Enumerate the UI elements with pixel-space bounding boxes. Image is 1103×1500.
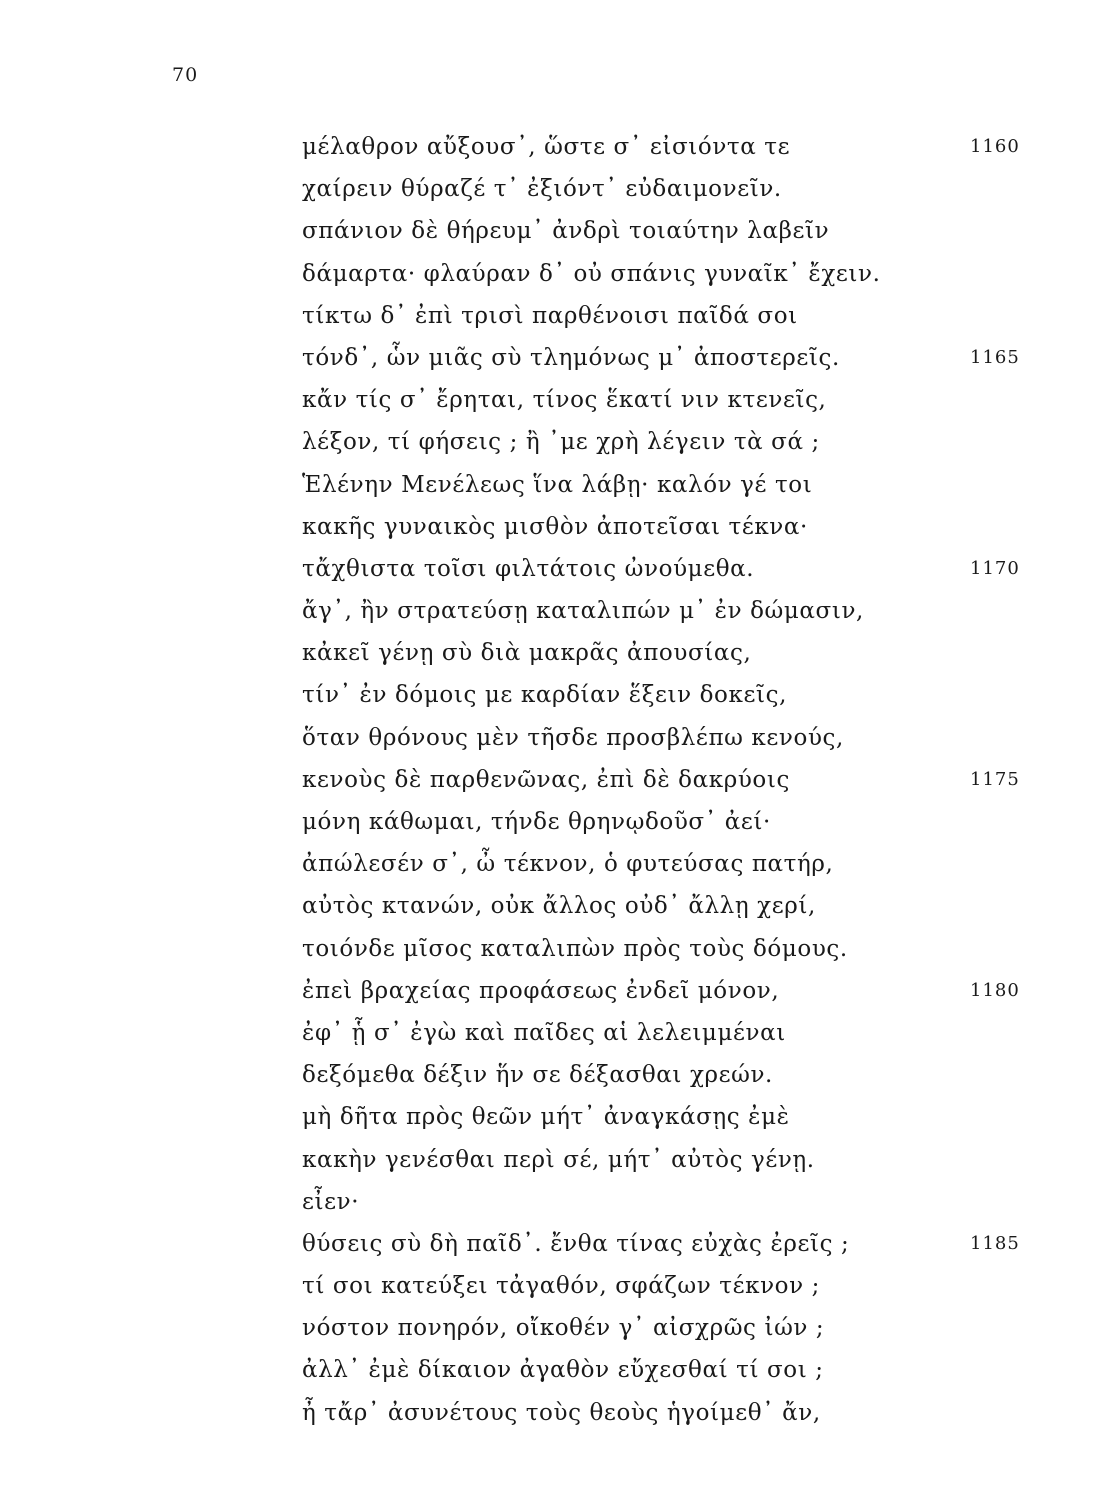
verse-text: ἀλλ᾽ ἐμὲ δίκαιον ἀγαθὸν εὔχεσθαί τί σοι ; <box>302 1357 824 1384</box>
verse-line <box>302 168 1062 210</box>
verse-line <box>302 632 1062 674</box>
verse-line <box>302 1349 1062 1391</box>
verse-line <box>302 885 1062 927</box>
verse-line <box>302 506 1062 548</box>
verse-text: δάμαρτα· φλαύραν δ᾽ οὐ σπάνις γυναῖκ᾽ ἔχειν. <box>302 260 881 287</box>
verse-text: κενοὺς δὲ παρθενῶνας, ἐπὶ δὲ δακρύοις <box>302 766 790 793</box>
verse-line <box>302 210 1062 252</box>
verse-line <box>302 759 1062 801</box>
line-number: 1170 <box>970 557 1020 579</box>
verse-text: σπάνιον δὲ θήρευμ᾽ ἀνδρὶ τοιαύτην λαβεῖν <box>302 218 830 245</box>
verse-text: ἐφ᾽ ᾗ σ᾽ ἐγὼ καὶ παῖδες αἱ λελειμμέναι <box>302 1019 786 1046</box>
verse-line <box>302 548 1062 590</box>
verse-text: δεξόμεθα δέξιν ἥν σε δέξασθαι χρεών. <box>302 1062 773 1089</box>
line-number: 1160 <box>970 136 1020 157</box>
line-number: 1180 <box>970 979 1020 1001</box>
verse-line <box>302 1307 1062 1349</box>
verse-text: κἀκεῖ γένῃ σὺ διὰ μακρᾶς ἀπουσίας, <box>302 640 752 667</box>
verse-text: τίκτω δ᾽ ἐπὶ τρισὶ παρθένοισι παῖδά σοι <box>302 302 798 329</box>
verse-line <box>302 1223 1062 1265</box>
verse-line <box>302 1392 1062 1434</box>
verse-line <box>302 337 1062 379</box>
line-number: 1165 <box>970 346 1020 368</box>
verse-text: ἄγ᾽, ἢν στρατεύσῃ καταλιπών μ᾽ ἐν δώμασιν, <box>302 598 864 625</box>
verse-line <box>302 928 1062 970</box>
verse-line <box>302 1181 1062 1223</box>
verse-text: ὅταν θρόνους μὲν τῆσδε προσβλέπω κενούς, <box>302 724 844 751</box>
verse-line <box>302 421 1062 463</box>
verse-line <box>302 253 1062 295</box>
verse-line <box>302 843 1062 885</box>
verse-line <box>302 801 1062 843</box>
verse-text: μὴ δῆτα πρὸς θεῶν μήτ᾽ ἀναγκάσῃς ἐμὲ <box>302 1104 790 1131</box>
verse-text: τόνδ᾽, ὧν μιᾶς σὺ τλημόνως μ᾽ ἀποστερεῖς. <box>302 344 840 371</box>
verse-text: θύσεις σὺ δὴ παῖδ᾽. ἔνθα τίνας εὐχὰς ἐρεῖς ; <box>302 1230 850 1257</box>
verse-line <box>302 1139 1062 1181</box>
verse-text: κακῆς γυναικὸς μισθὸν ἀποτεῖσαι τέκνα· <box>302 513 808 540</box>
verse-text: εἶεν· <box>302 1188 360 1215</box>
verse-block <box>302 126 1062 1434</box>
verse-text: νόστον πονηρόν, οἴκοθέν γ᾽ αἰσχρῶς ἰών ; <box>302 1315 825 1342</box>
verse-line <box>302 674 1062 716</box>
verse-line <box>302 970 1062 1012</box>
page-number: 70 <box>172 64 199 86</box>
verse-text: χαίρειν θύραζέ τ᾽ ἐξιόντ᾽ εὐδαιμονεῖν. <box>302 176 782 203</box>
verse-line <box>302 1096 1062 1138</box>
verse-text: τί σοι κατεύξει τἀγαθόν, σφάζων τέκνον ; <box>302 1273 820 1300</box>
verse-line <box>302 464 1062 506</box>
verse-text: αὐτὸς κτανών, οὐκ ἄλλος οὐδ᾽ ἄλλῃ χερί, <box>302 893 816 920</box>
verse-line <box>302 1265 1062 1307</box>
verse-line <box>302 126 1062 168</box>
verse-line <box>302 379 1062 421</box>
verse-text: κακὴν γενέσθαι περὶ σέ, μήτ᾽ αὐτὸς γένῃ. <box>302 1146 815 1173</box>
verse-text: μέλαθρον αὔξουσ᾽, ὥστε σ᾽ εἰσιόντα τε <box>302 134 791 160</box>
line-number: 1175 <box>970 768 1020 790</box>
verse-text: ἀπώλεσέν σ᾽, ὦ τέκνον, ὁ φυτεύσας πατήρ, <box>302 851 834 878</box>
line-number: 1185 <box>970 1232 1020 1254</box>
verse-line <box>302 295 1062 337</box>
verse-text: κἄν τίς σ᾽ ἔρηται, τίνος ἕκατί νιν κτενεῖς, <box>302 387 827 414</box>
verse-text: λέξον, τί φήσεις ; ἢ ᾽με χρὴ λέγειν τὰ σά ; <box>302 429 820 456</box>
verse-line <box>302 590 1062 632</box>
verse-text: τίν᾽ ἐν δόμοις με καρδίαν ἕξειν δοκεῖς, <box>302 682 787 709</box>
verse-line <box>302 717 1062 759</box>
verse-text: τοιόνδε μῖσος καταλιπὼν πρὸς τοὺς δόμους. <box>302 935 848 962</box>
verse-text: ἦ τἄρ᾽ ἀσυνέτους τοὺς θεοὺς ἡγοίμεθ᾽ ἄν, <box>302 1399 821 1426</box>
verse-text: τἄχθιστα τοῖσι φιλτάτοις ὠνούμεθα. <box>302 555 755 582</box>
verse-text: ἐπεὶ βραχείας προφάσεως ἐνδεῖ μόνον, <box>302 977 780 1004</box>
verse-line <box>302 1012 1062 1054</box>
verse-text: Ἑλένην Μενέλεως ἵνα λάβῃ· καλόν γέ τοι <box>302 471 813 498</box>
verse-line <box>302 1054 1062 1096</box>
verse-text: μόνη κάθωμαι, τήνδε θρηνῳδοῦσ᾽ ἀεί· <box>302 809 771 835</box>
